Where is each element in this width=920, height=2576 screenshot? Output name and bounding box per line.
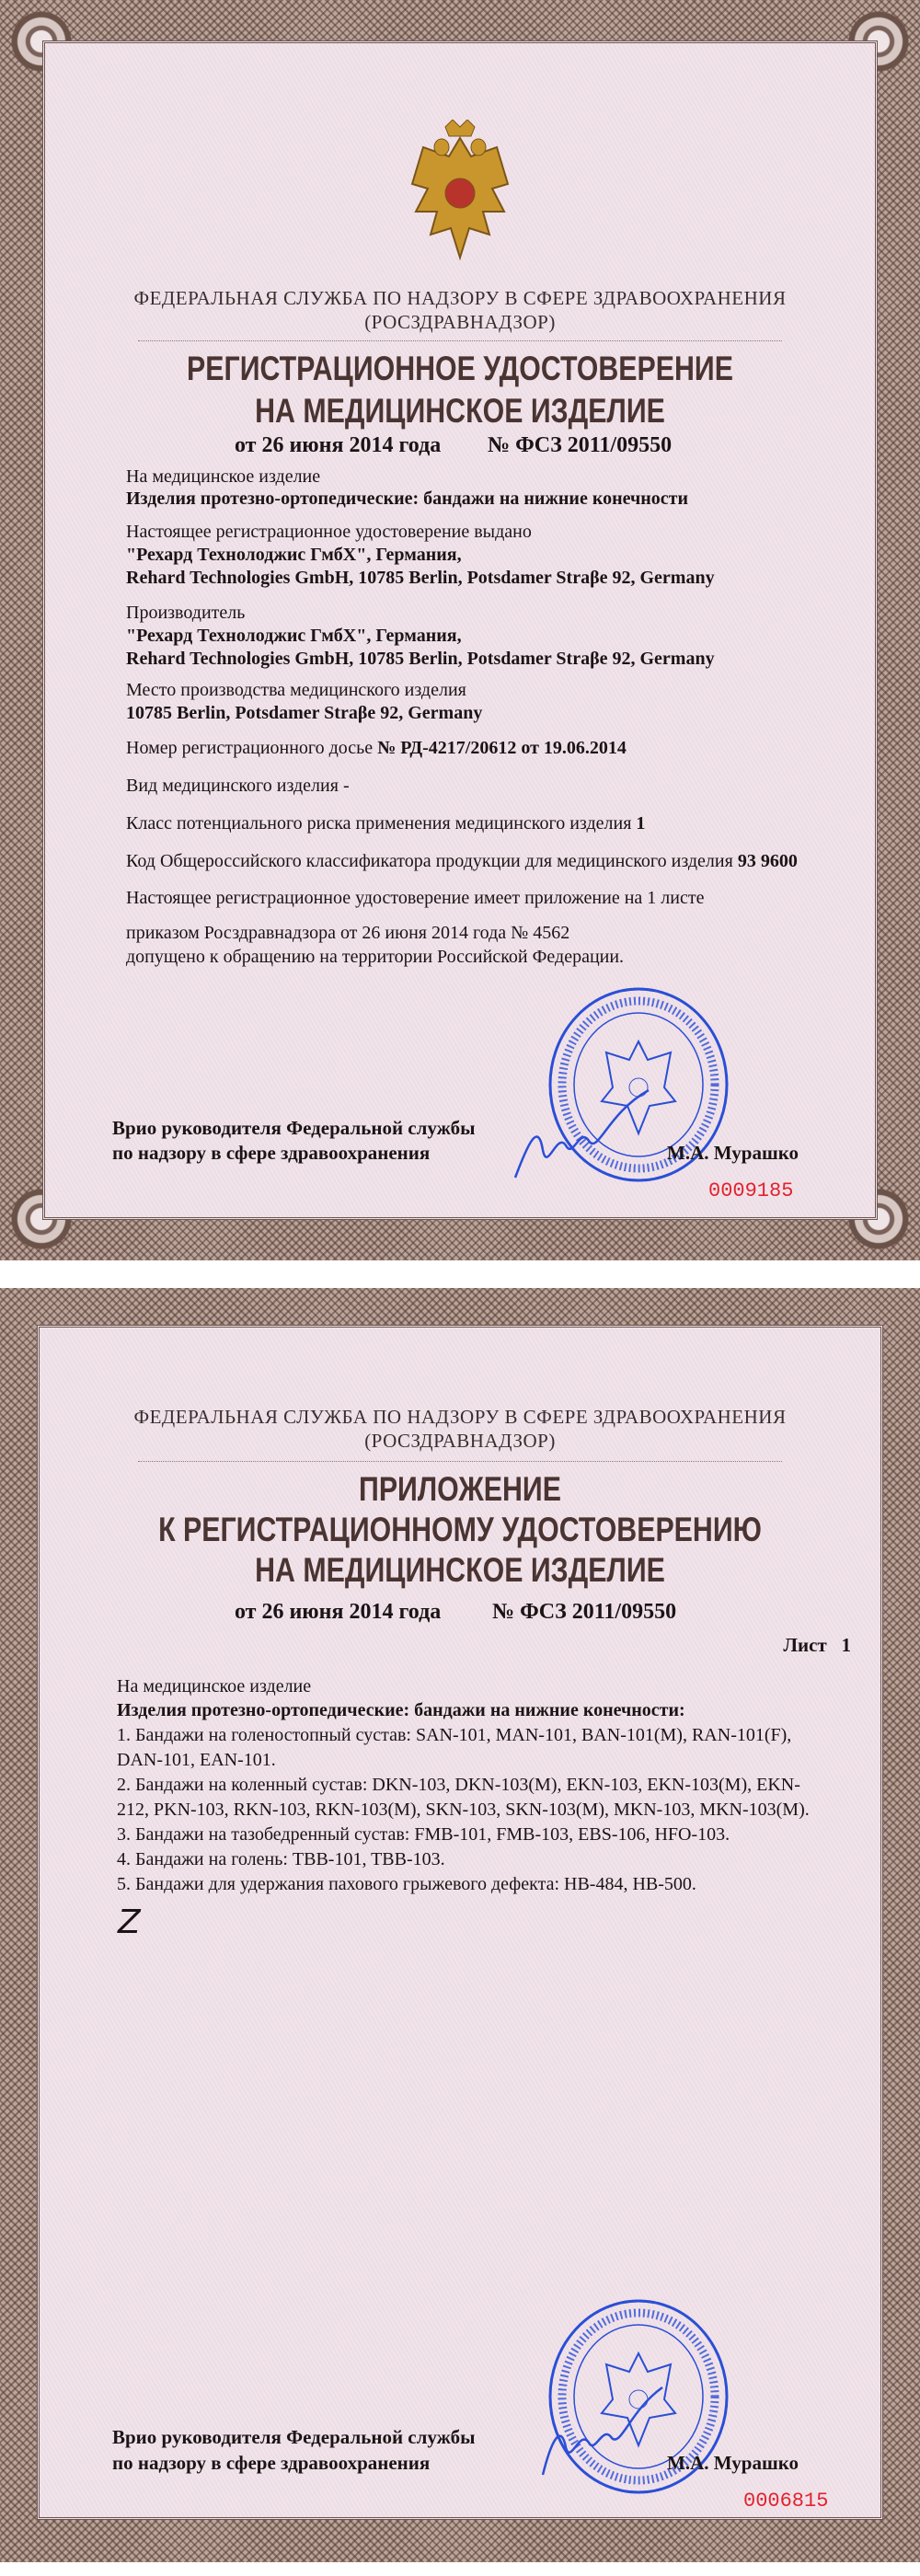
device-name: Изделия протезно-ортопедические: бандажи на нижние конечности:: [117, 1700, 685, 1720]
certificate-date: от 26 июня 2014 года: [235, 433, 442, 457]
okp-line: [126, 852, 798, 870]
issued-name: "Рехард Технолоджис ГмбХ", Германия,: [126, 545, 462, 565]
manufacturer-label: Производитель: [126, 603, 246, 623]
dossier-line: [126, 739, 627, 757]
agency-name: ФЕДЕРАЛЬНАЯ СЛУЖБА ПО НАДЗОРУ В СФЕРЕ ЗДРАВООХРАНЕНИЯ: [133, 1406, 787, 1428]
signer-title: Врио руководителя Федеральной службы: [112, 1117, 476, 1139]
signer-title-line2: по надзору в сфере здравоохранения: [112, 2452, 431, 2474]
coat-of-arms-emblem: [405, 120, 515, 271]
device-label: На медицинское изделие: [117, 1676, 312, 1696]
okp-value: 93 9600: [737, 851, 798, 871]
admission-line: допущено к обращению на территории Российской Федерации.: [126, 947, 625, 967]
dossier-label: Номер регистрационного досье: [126, 738, 374, 758]
handwritten-mark: Z: [118, 1903, 141, 1941]
certificate-subtitle: НА МЕДИЦИНСКОЕ ИЗДЕЛИЕ: [255, 392, 665, 430]
device-type-label: Вид медицинского изделия -: [126, 776, 350, 796]
product-list-item: DAN-101, EAN-101.: [117, 1750, 276, 1770]
okp-label: Код Общероссийского классификатора продукции для медицинского изделия: [126, 851, 733, 871]
device-label: На медицинское изделие: [126, 466, 321, 487]
device-name: Изделия протезно-ортопедические: бандажи на нижние конечности: [126, 489, 689, 509]
manufacturer-address: Rehard Technologies GmbH, 10785 Berlin, Potsdamer Straβe 92, Germany: [126, 649, 715, 669]
product-list-item: 2. Бандажи на коленный сустав: DKN-103, DKN-103(M), EKN-103, EKN-103(M), EKN-: [117, 1775, 800, 1795]
risk-line: [126, 814, 645, 833]
appendix-title: ПРИЛОЖЕНИЕ: [359, 1470, 561, 1508]
product-list-item: 1. Бандажи на голеностопный сустав: SAN-101, MAN-101, BAN-101(M), RAN-101(F),: [117, 1725, 792, 1745]
signer-title-line2: по надзору в сфере здравоохранения: [112, 1142, 431, 1164]
appendix-subtitle: К РЕГИСТРАЦИОННОМУ УДОСТОВЕРЕНИЮ: [158, 1511, 762, 1548]
agency-short-name: (РОСЗДРАВНАДЗОР): [364, 311, 556, 333]
appendix-number: № ФСЗ 2011/09550: [492, 1600, 677, 1624]
manufacturer-name: "Рехард Технолоджис ГмбХ", Германия,: [126, 626, 462, 646]
risk-value: 1: [636, 813, 646, 834]
divider: [138, 1461, 782, 1462]
serial-number: 0009185: [708, 1179, 794, 1202]
serial-number: 0006815: [743, 2490, 829, 2513]
handwritten-signature: [538, 2383, 667, 2484]
order-line: приказом Росздравнадзора от 26 июня 2014 года № 4562: [126, 923, 570, 943]
issued-address: Rehard Technologies GmbH, 10785 Berlin, Potsdamer Straβe 92, Germany: [126, 568, 715, 588]
agency-short-name: (РОСЗДРАВНАДЗОР): [364, 1430, 556, 1452]
risk-label: Класс потенциального риска применения медицинского изделия: [126, 813, 632, 834]
signer-name: М.А. Мурашко: [667, 2452, 799, 2474]
registration-certificate: [0, 0, 920, 1260]
dossier-value: № РД-4217/20612 от 19.06.2014: [377, 738, 627, 758]
issued-label: Настоящее регистрационное удостоверение выдано: [126, 522, 532, 542]
product-list-item: 5. Бандажи для удержания пахового грыжевого дефекта: HB-484, HB-500.: [117, 1874, 696, 1894]
certificate-title: РЕГИСТРАЦИОННОЕ УДОСТОВЕРЕНИЕ: [187, 350, 733, 387]
production-address: 10785 Berlin, Potsdamer Straβe 92, Germany: [126, 703, 483, 723]
appendix-date: от 26 июня 2014 года: [235, 1600, 442, 1624]
handwritten-signature: [511, 1086, 658, 1187]
signer-name: М.А. Мурашко: [667, 1142, 799, 1164]
product-list-item: 212, PKN-103, RKN-103, RKN-103(M), SKN-103, SKN-103(M), MKN-103, MKN-103(M).: [117, 1800, 810, 1820]
appendix-subtitle-line2: НА МЕДИЦИНСКОЕ ИЗДЕЛИЕ: [255, 1551, 665, 1589]
agency-name: ФЕДЕРАЛЬНАЯ СЛУЖБА ПО НАДЗОРУ В СФЕРЕ ЗДРАВООХРАНЕНИЯ: [133, 287, 787, 309]
signer-title: Врио руководителя Федеральной службы: [112, 2426, 476, 2448]
appendix-note: Настоящее регистрационное удостоверение имеет приложение на 1 листе: [126, 888, 705, 908]
divider: [138, 340, 782, 341]
certificate-appendix: [0, 1288, 920, 2562]
product-list-item: 3. Бандажи на тазобедренный сустав: FMB-101, FMB-103, EBS-106, HFO-103.: [117, 1824, 730, 1845]
certificate-number: № ФСЗ 2011/09550: [488, 433, 673, 457]
product-list-item: 4. Бандажи на голень: TBB-101, TBB-103.: [117, 1849, 445, 1869]
production-label: Место производства медицинского изделия: [126, 680, 466, 700]
sheet-number: Лист 1: [783, 1634, 851, 1656]
